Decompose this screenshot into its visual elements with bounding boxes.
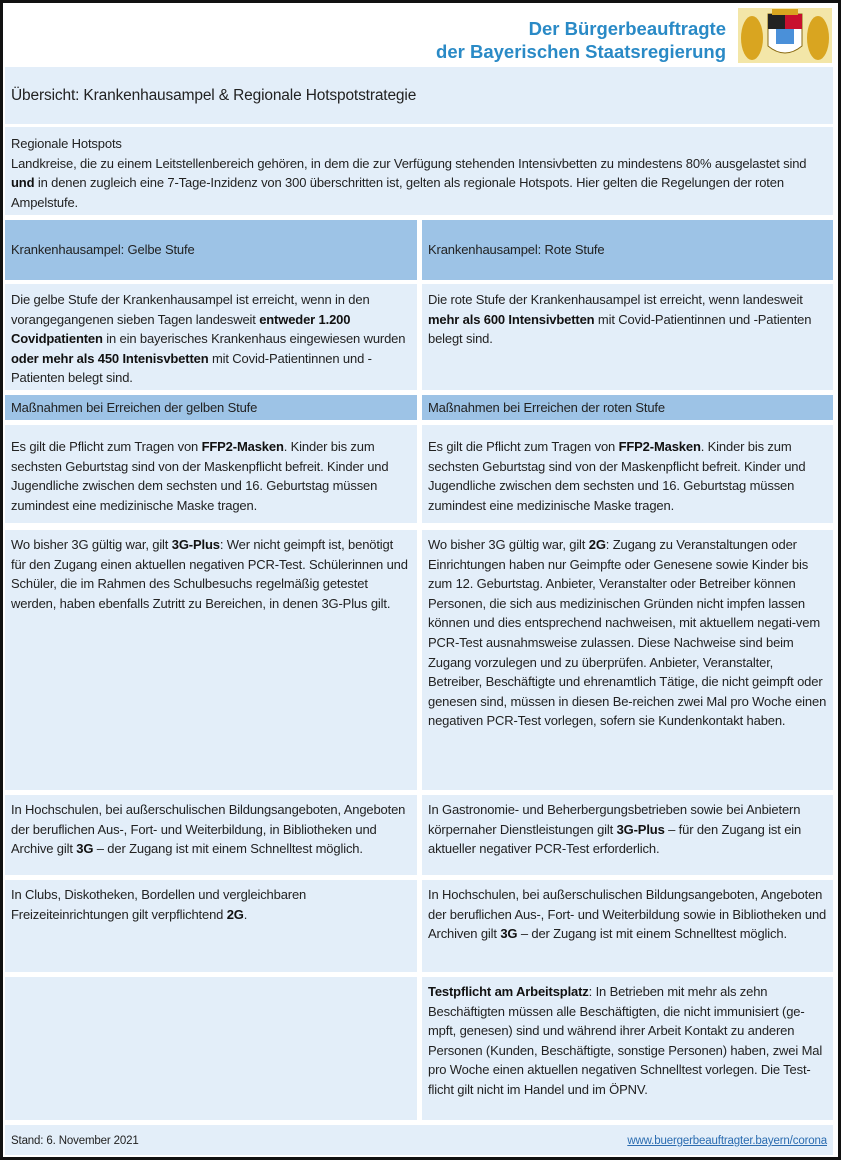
emphasis-text: und bbox=[11, 175, 35, 191]
emphasis-text: FFP2-Masken bbox=[618, 439, 701, 454]
text-segment: In Hochschulen, bei außerschulischen Bildungsangeboten, Angeboten der beruflichen Aus-, Fort- und Weiterbildung sowie in Bibliotheken und Archiven gilt bbox=[428, 887, 827, 942]
yellow-stage-heading: Krankenhausampel: Gelbe Stufe bbox=[5, 220, 417, 280]
red-stage-heading: Krankenhausampel: Rote Stufe bbox=[422, 220, 833, 280]
red-measure-cell bbox=[422, 880, 833, 972]
text-segment: In Hochschulen, bei außerschulischen Bildungsangeboten, Angeboten der beruflichen Aus-, Fort- und Weiterbildung, in Bibliotheken und Archive gilt bbox=[11, 802, 406, 857]
organization-name bbox=[436, 17, 726, 63]
footer-link[interactable]: www.buergerbeauftragter.bayern/corona bbox=[627, 1135, 827, 1147]
yellow-stage-definition bbox=[5, 284, 417, 390]
emphasis-text: 3G bbox=[76, 841, 94, 857]
text-segment: . Kinder bis zum sechsten Geburtstag sind von der Maskenpflicht befreit. Kinder und Jugendliche zwischen dem sechsten und 16. Geburtstag müssen zumindest eine medizinische Maske tragen. bbox=[11, 439, 389, 513]
yellow-measure-cell bbox=[5, 977, 417, 1120]
emphasis-text: 3G-Plus bbox=[171, 537, 220, 552]
text-segment: mit Covid-Patientinnen und -Patienten belegt sind. bbox=[428, 311, 812, 347]
emphasis-text: entweder 1.200 Covidpatienten bbox=[11, 311, 351, 347]
yellow-measures-heading: Maßnahmen bei Erreichen der gelben Stufe bbox=[5, 395, 417, 420]
hotspots-text bbox=[11, 154, 827, 213]
text-segment: . bbox=[243, 906, 248, 922]
bavarian-coat-of-arms-logo bbox=[738, 8, 832, 63]
emphasis-text: 3G-Plus bbox=[616, 821, 665, 837]
footer-date: Stand: 6. November 2021 bbox=[11, 1135, 139, 1147]
text-segment: in denen zugleich eine 7-Tage-Inzidenz von 300 überschritten ist, gelten als regionale Hotspots. Hier gelten die Regelungen der roten Ampelstufe. bbox=[11, 175, 784, 210]
red-measures-heading: Maßnahmen bei Erreichen der roten Stufe bbox=[422, 395, 833, 420]
text-segment: Wo bisher 3G gültig war, gilt bbox=[428, 537, 589, 552]
emphasis-text: mehr als 600 Intensivbetten bbox=[428, 311, 595, 327]
text-segment: mit Covid-Patientinnen und -Patienten belegt sind. bbox=[11, 350, 372, 386]
emphasis-text: Testpflicht am Arbeitsplatz bbox=[428, 984, 589, 999]
red-measure-cell bbox=[422, 795, 833, 875]
hotspots-heading: Regionale Hotspots bbox=[11, 136, 122, 151]
text-segment: Es gilt die Pflicht zum Tragen von bbox=[11, 439, 202, 454]
regional-hotspots-section bbox=[5, 127, 833, 215]
org-line-2: der Bayerischen Staatsregierung bbox=[436, 41, 726, 62]
footer bbox=[5, 1125, 833, 1155]
text-segment: Wo bisher 3G gültig war, gilt bbox=[11, 537, 172, 552]
text-segment: Die rote Stufe der Krankenhausampel ist erreicht, wenn landesweit bbox=[428, 292, 803, 307]
yellow-measure-cell bbox=[5, 530, 417, 790]
text-segment: Es gilt die Pflicht zum Tragen von bbox=[428, 439, 619, 454]
red-measure-cell bbox=[422, 977, 833, 1120]
text-segment: In Clubs, Diskotheken, Bordellen und vergleichbaren Freizeiteinrichtungen gilt verpflichtend bbox=[11, 887, 307, 922]
red-measure-cell bbox=[422, 530, 833, 790]
text-segment: Die gelbe Stufe der Krankenhausampel ist erreicht, wenn in den vorangegangenen sieben Tagen landesweit bbox=[11, 292, 370, 327]
text-segment: Landkreise, die zu einem Leitstellenbereich gehören, in dem die zur Verfügung stehenden Intensivbetten zu mindestens 80% ausgelastet sind bbox=[11, 155, 807, 171]
text-segment: – für den Zugang ist ein aktueller negativer PCR-Test erforderlich. bbox=[428, 821, 802, 857]
emphasis-text: oder mehr als 450 Intenisvbetten bbox=[11, 350, 209, 366]
org-line-1: Der Bürgerbeauftragte bbox=[528, 18, 726, 39]
text-segment: – der Zugang ist mit einem Schnelltest möglich. bbox=[93, 841, 363, 857]
text-segment: – der Zugang ist mit einem Schnelltest möglich. bbox=[517, 926, 787, 942]
yellow-measure-cell bbox=[5, 795, 417, 875]
yellow-measure-cell bbox=[5, 425, 417, 523]
emphasis-text: FFP2-Masken bbox=[201, 439, 284, 454]
emphasis-text: 2G bbox=[226, 906, 244, 922]
page-title: Übersicht: Krankenhausampel & Regionale Hotspotstrategie bbox=[5, 67, 833, 124]
text-segment: . Kinder bis zum sechsten Geburtstag sind von der Maskenpflicht befreit. Kinder und Jugendliche zwischen dem sechsten und 16. Geburtstag müssen zumindest eine medizinische Maske tragen. bbox=[428, 439, 806, 513]
emphasis-text: 3G bbox=[500, 926, 518, 942]
text-segment: : Wer nicht geimpft ist, benötigt für den Zugang einen aktuellen negativen PCR-Test. Schülerinnen und Schüler, die im Rahmen des Schulbesuchs regelmäßig getestet werden, haben ebenfalls Zutritt zu Bereichen, in denen 3G-Plus gilt. bbox=[11, 537, 408, 611]
red-measure-cell bbox=[422, 425, 833, 523]
text-segment: in ein bayerisches Krankenhaus eingewiesen wurden bbox=[102, 331, 406, 347]
yellow-measure-cell bbox=[5, 880, 417, 972]
text-segment: In Gastronomie- und Beherbergungsbetrieben sowie bei Anbietern körpernaher Dienstleistungen gilt bbox=[428, 802, 801, 837]
text-segment: : Zugang zu Veranstaltungen oder Einrichtungen haben nur Geimpfte oder Genesene sowie Kinder bis zum 12. Geburtstag. Anbieter, Veranstalter oder Betreiber können Personen, die sich aus medizinischen Gründen nicht impfen lassen können und dies entsprechend nachweisen, mit aktuellem negati-vem PCR-Test ausnahmsweise zulassen. Diese Nachweise sind beim Zugang vorzulegen und zu überprüfen. Anbieter, Veranstalter, Betreiber, Beschäftigte und ehrenamtlich Tätige, die nicht geimpft oder genesen sind, müssen in diesen Be-reichen zwei Mal pro Woche einen negativen PCR-Test vorlegen, sofern sie Kundenkontakt haben. bbox=[428, 537, 827, 729]
red-stage-definition bbox=[422, 284, 833, 390]
text-segment: : In Betrieben mit mehr als zehn Beschäftigten müssen alle Beschäftigten, die nicht immunisiert (ge-mpft, genesen) sind und während ihrer Arbeit Kontakt zu anderen Personen (Kunden, Beschäftigte, sonstige Personen) haben, zwei Mal pro Woche einen aktuellen negativen Schnelltest vorlegen. Die Test-flicht gilt nicht im Handel und im ÖPNV. bbox=[428, 984, 823, 1097]
emphasis-text: 2G bbox=[588, 537, 606, 552]
